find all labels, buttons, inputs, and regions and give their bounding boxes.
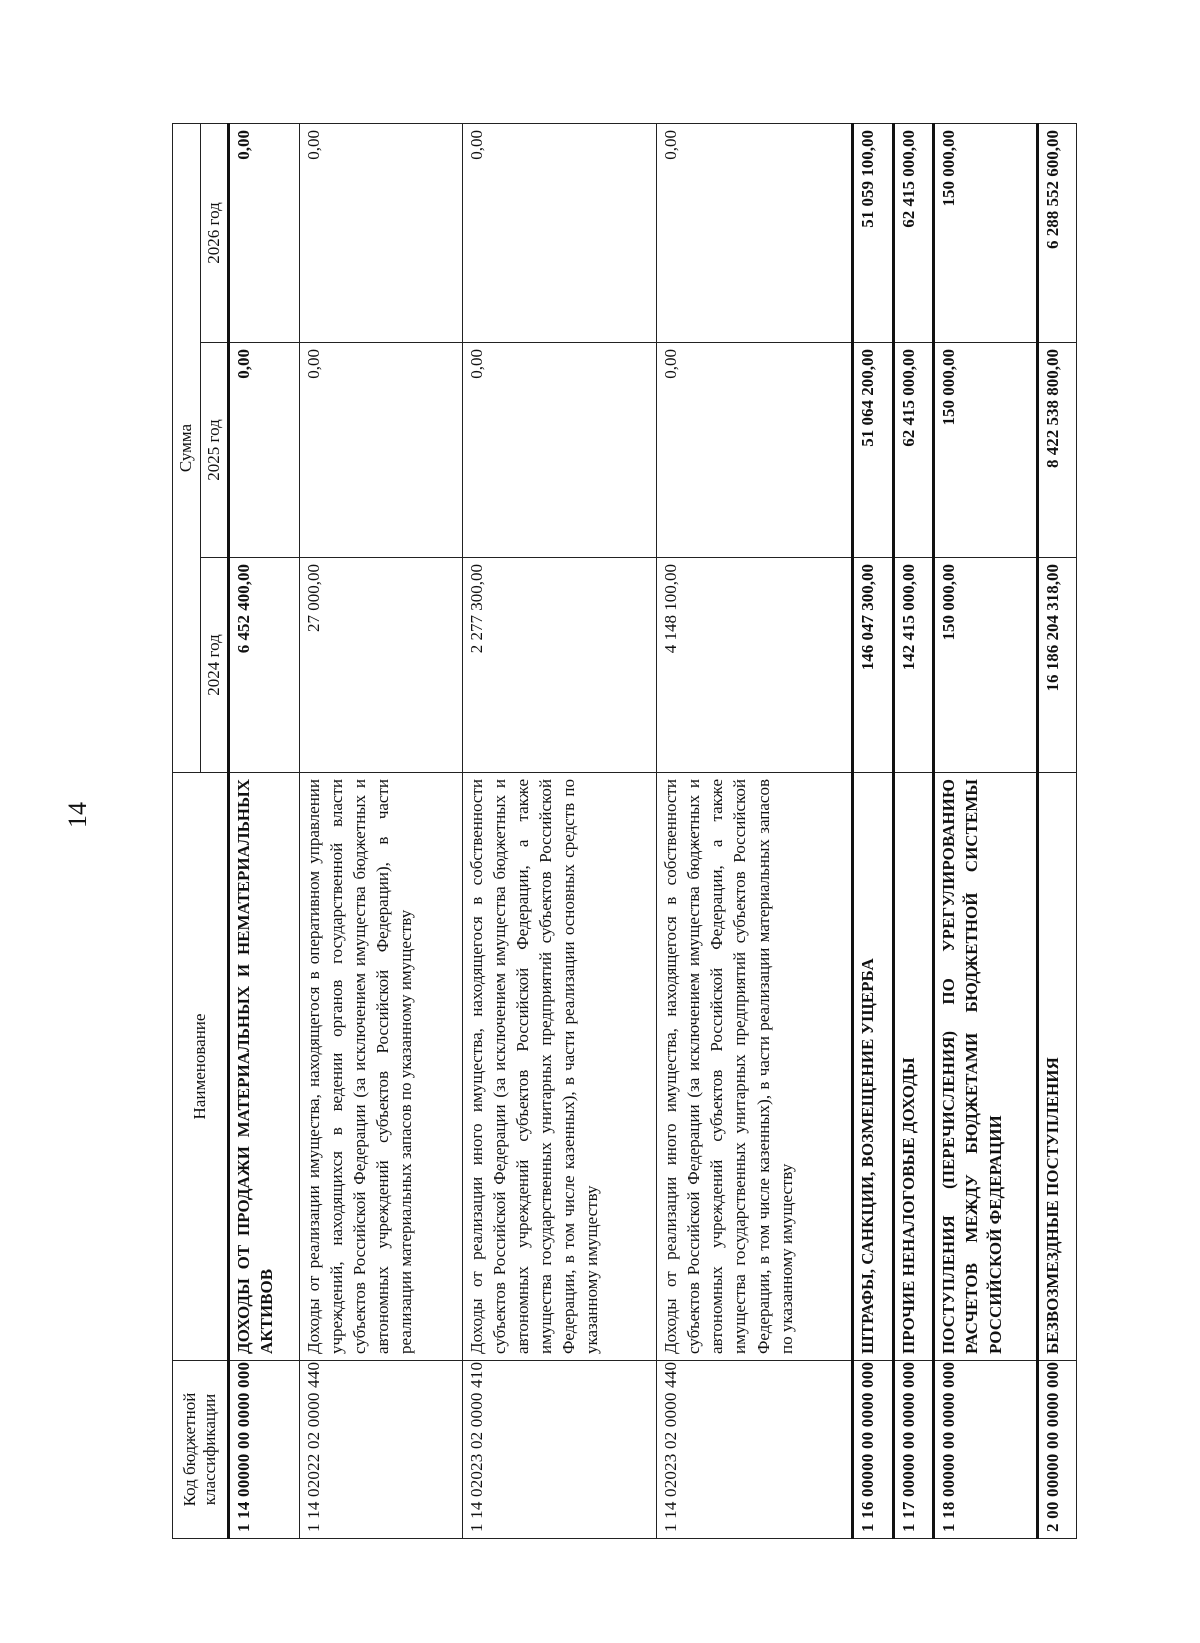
row-sum-2025: 0,00 <box>657 343 853 558</box>
row-sum-2024: 27 000,00 <box>299 558 462 773</box>
row-sum-2025: 51 064 200,00 <box>852 343 893 558</box>
table-row <box>1037 123 1076 1538</box>
row-sum-2026: 0,00 <box>299 123 462 342</box>
row-name: Доходы от реализации имущества, находящегося в оперативном управлении учреждений, находящихся в ведении органов государственной власти субъектов Российской Федерации (за исключением имущества бюджетных и автономных учреждений субъектов Российской Федерации), в части реализации материальных запасов по указанному имуществу <box>299 773 462 1361</box>
row-sum-2025: 0,00 <box>229 343 300 558</box>
row-name: ДОХОДЫ ОТ ПРОДАЖИ МАТЕРИАЛЬНЫХ И НЕМАТЕРИАЛЬНЫХ АКТИВОВ <box>229 773 300 1361</box>
row-sum-2026: 6 288 552 600,00 <box>1037 123 1076 342</box>
table-row <box>893 123 934 1538</box>
row-sum-2026: 0,00 <box>229 123 300 342</box>
row-sum-2024: 2 277 300,00 <box>462 558 656 773</box>
table-row <box>852 123 893 1538</box>
row-sum-2024: 150 000,00 <box>934 558 1037 773</box>
row-sum-2025: 8 422 538 800,00 <box>1037 343 1076 558</box>
row-code: 2 00 00000 00 0000 000 <box>1037 1361 1076 1539</box>
row-sum-2026: 62 415 000,00 <box>893 123 934 342</box>
row-sum-2024: 16 186 204 318,00 <box>1037 558 1076 773</box>
table-row <box>462 123 656 1538</box>
rotated-page-content <box>172 124 1077 1539</box>
row-code: 1 14 02023 02 0000 410 <box>462 1361 656 1539</box>
row-name: ПРОЧИЕ НЕНАЛОГОВЫЕ ДОХОДЫ <box>893 773 934 1361</box>
header-code: Код бюджетной классификации <box>173 1361 229 1539</box>
header-year-2026: 2026 год <box>201 123 229 342</box>
row-sum-2024: 142 415 000,00 <box>893 558 934 773</box>
row-sum-2025: 150 000,00 <box>934 343 1037 558</box>
row-sum-2024: 4 148 100,00 <box>657 558 853 773</box>
row-name: Доходы от реализации иного имущества, находящегося в собственности субъектов Российской Федерации (за исключением имущества бюджетных и автономных учреждений субъектов Российской Федерации, а также имущества государственных унитарных предприятий субъектов Российской Федерации, в том числе казенных), в части реализации основных средств по указанному имуществу <box>462 773 656 1361</box>
row-name: ПОСТУПЛЕНИЯ (ПЕРЕЧИСЛЕНИЯ) ПО УРЕГУЛИРОВАНИЮ РАСЧЕТОВ МЕЖДУ БЮДЖЕТАМИ БЮДЖЕТНОЙ СИСТЕМЫ РОССИЙСКОЙ ФЕДЕРАЦИИ <box>934 773 1037 1361</box>
row-name: ШТРАФЫ, САНКЦИИ, ВОЗМЕЩЕНИЕ УЩЕРБА <box>852 773 893 1361</box>
row-code: 1 18 00000 00 0000 000 <box>934 1361 1037 1539</box>
header-year-2024: 2024 год <box>201 558 229 773</box>
row-sum-2026: 0,00 <box>657 123 853 342</box>
row-name: Доходы от реализации иного имущества, находящегося в собственности субъектов Российской Федерации (за исключением имущества бюджетных и автономных учреждений субъектов Российской Федерации, а также имущества государственных унитарных предприятий субъектов Российской Федерации, в том числе казенных), в части реализации материальных запасов по указанному имуществу <box>657 773 853 1361</box>
budget-revenue-table <box>172 123 1077 1539</box>
row-sum-2026: 0,00 <box>462 123 656 342</box>
table-row <box>657 123 853 1538</box>
table-row <box>299 123 462 1538</box>
row-name: БЕЗВОЗМЕЗДНЫЕ ПОСТУПЛЕНИЯ <box>1037 773 1076 1361</box>
row-code: 1 14 02023 02 0000 440 <box>657 1361 853 1539</box>
row-sum-2025: 0,00 <box>462 343 656 558</box>
row-sum-2024: 6 452 400,00 <box>229 558 300 773</box>
row-code: 1 14 00000 00 0000 000 <box>229 1361 300 1539</box>
table-row <box>229 123 300 1538</box>
header-sum: Сумма <box>173 123 201 772</box>
row-sum-2026: 150 000,00 <box>934 123 1037 342</box>
row-code: 1 16 00000 00 0000 000 <box>852 1361 893 1539</box>
row-code: 1 17 00000 00 0000 000 <box>893 1361 934 1539</box>
table-row <box>934 123 1037 1538</box>
row-sum-2024: 146 047 300,00 <box>852 558 893 773</box>
row-sum-2026: 51 059 100,00 <box>852 123 893 342</box>
page-number: 14 <box>63 802 92 828</box>
row-code: 1 14 02022 02 0000 440 <box>299 1361 462 1539</box>
row-sum-2025: 62 415 000,00 <box>893 343 934 558</box>
header-year-2025: 2025 год <box>201 343 229 558</box>
header-name: Наименование <box>173 773 229 1361</box>
row-sum-2025: 0,00 <box>299 343 462 558</box>
